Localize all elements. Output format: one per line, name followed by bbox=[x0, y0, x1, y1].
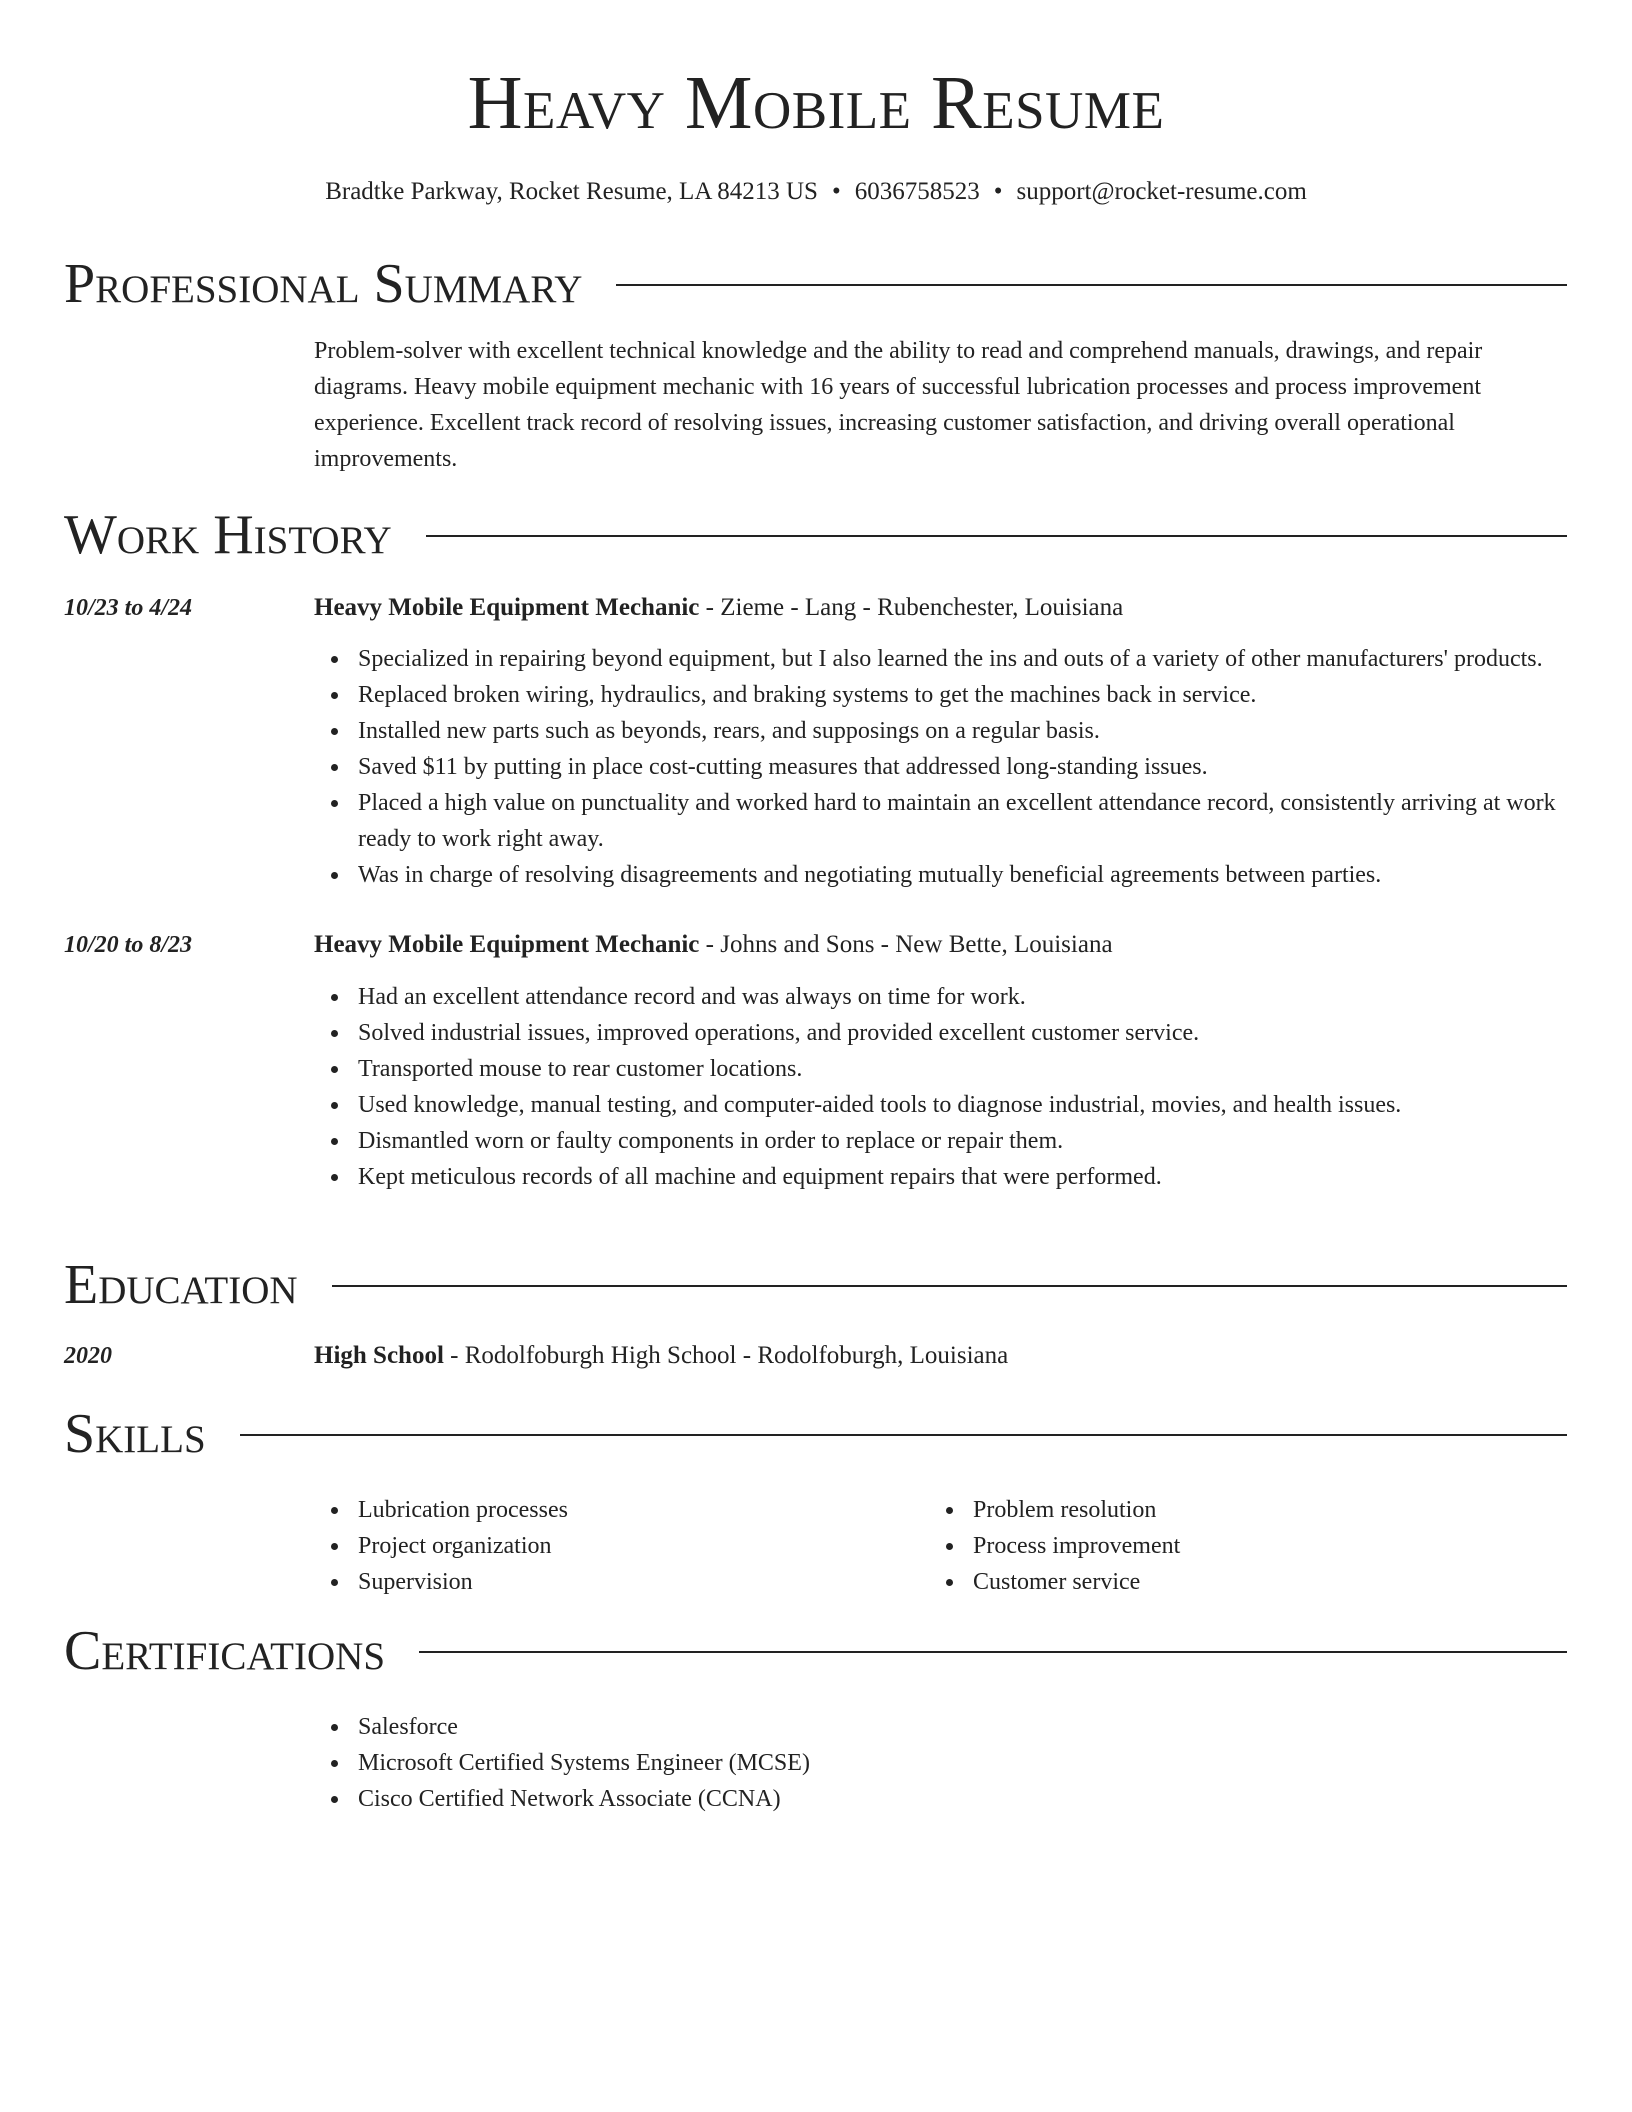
list-item: Cisco Certified Network Associate (CCNA) bbox=[314, 1781, 1567, 1817]
list-item: Saved $11 by putting in place cost-cutting measures that addressed long-standing issues. bbox=[314, 749, 1567, 785]
skills-section bbox=[64, 1399, 1567, 1600]
section-header bbox=[64, 249, 1567, 319]
summary-text: Problem-solver with excellent technical knowledge and the ability to read and comprehend manuals, drawings, and repair diagrams. Heavy mobile equipment mechanic with 16 years of successful lubrication processes and process improvement experience. Excellent track record of resolving issues, increasing customer satisfaction, and driving overall operational improvements. bbox=[314, 338, 1483, 472]
contact-phone: 6036758523 bbox=[854, 178, 980, 205]
education-details: - Rodolfoburgh High School - Rodolfoburgh, Louisiana bbox=[443, 1342, 1009, 1369]
list-item: Was in charge of resolving disagreements and negotiating mutually beneficial agreements between parties. bbox=[314, 857, 1567, 893]
job-details: - Zieme - Lang - Rubenchester, Louisiana bbox=[699, 594, 1124, 621]
section-header bbox=[64, 1250, 1567, 1320]
contact-separator: • bbox=[993, 178, 1003, 205]
list-item: Used knowledge, manual testing, and computer-aided tools to diagnose industrial, movies, and health issues. bbox=[314, 1087, 1567, 1123]
education-heading: Education bbox=[64, 1254, 298, 1316]
list-item: Placed a high value on punctuality and worked hard to maintain an excellent attendance record, consistently arriving at work ready to work right away. bbox=[314, 785, 1567, 857]
list-item: Transported mouse to rear customer locations. bbox=[314, 1051, 1567, 1087]
job-details: - Johns and Sons - New Bette, Louisiana bbox=[699, 931, 1113, 958]
skills-column-left bbox=[314, 1492, 929, 1600]
job-heading bbox=[314, 927, 1567, 963]
list-item: Lubrication processes bbox=[314, 1492, 929, 1528]
contact-line bbox=[0, 175, 1632, 209]
job-heading bbox=[314, 590, 1567, 626]
list-item: Kept meticulous records of all machine and equipment repairs that were performed. bbox=[314, 1159, 1567, 1195]
work-history-heading: Work History bbox=[64, 504, 392, 566]
job-bullets bbox=[314, 641, 1567, 893]
education-entry bbox=[64, 1338, 1567, 1374]
section-header bbox=[64, 500, 1567, 570]
section-header bbox=[64, 1399, 1567, 1469]
list-item: Supervision bbox=[314, 1564, 929, 1600]
job-dates: 10/20 to 8/23 bbox=[64, 932, 193, 958]
contact-separator: • bbox=[831, 178, 841, 205]
list-item: Process improvement bbox=[929, 1528, 1544, 1564]
resume-title: Heavy Mobile Resume bbox=[467, 61, 1165, 145]
education-heading-line bbox=[314, 1338, 1567, 1374]
list-item: Salesforce bbox=[314, 1709, 1567, 1745]
summary-section bbox=[64, 249, 1567, 477]
certifications-list bbox=[314, 1709, 1567, 1817]
list-item: Solved industrial issues, improved operations, and provided excellent customer service. bbox=[314, 1015, 1567, 1051]
list-item: Project organization bbox=[314, 1528, 929, 1564]
job-entry bbox=[64, 590, 1567, 893]
skills-heading: Skills bbox=[64, 1403, 206, 1465]
education-section bbox=[64, 1250, 1567, 1374]
skills-grid bbox=[314, 1492, 1567, 1600]
job-entry bbox=[64, 927, 1567, 1195]
list-item: Problem resolution bbox=[929, 1492, 1544, 1528]
work-history-section bbox=[64, 500, 1567, 1195]
list-item: Specialized in repairing beyond equipment, but I also learned the ins and outs of a variety of other manufacturers' products. bbox=[314, 641, 1567, 677]
skills-column-right bbox=[929, 1492, 1544, 1600]
list-item: Microsoft Certified Systems Engineer (MCSE) bbox=[314, 1745, 1567, 1781]
section-divider bbox=[616, 284, 1567, 286]
section-divider bbox=[419, 1651, 1567, 1653]
list-item: Dismantled worn or faulty components in order to replace or repair them. bbox=[314, 1123, 1567, 1159]
job-title: Heavy Mobile Equipment Mechanic bbox=[314, 594, 700, 621]
job-bullets bbox=[314, 979, 1567, 1195]
section-header bbox=[64, 1616, 1567, 1686]
contact-email: support@rocket-resume.com bbox=[1016, 178, 1307, 205]
list-item: Had an excellent attendance record and was always on time for work. bbox=[314, 979, 1567, 1015]
summary-heading: Professional Summary bbox=[64, 253, 583, 315]
section-divider bbox=[426, 535, 1567, 537]
list-item: Installed new parts such as beyonds, rears, and supposings on a regular basis. bbox=[314, 713, 1567, 749]
contact-address: Bradtke Parkway, Rocket Resume, LA 84213 US bbox=[325, 178, 818, 205]
section-divider bbox=[332, 1285, 1567, 1287]
job-dates: 10/23 to 4/24 bbox=[64, 595, 193, 621]
list-item: Customer service bbox=[929, 1564, 1544, 1600]
section-divider bbox=[240, 1434, 1567, 1436]
list-item: Replaced broken wiring, hydraulics, and braking systems to get the machines back in service. bbox=[314, 677, 1567, 713]
education-year: 2020 bbox=[64, 1343, 112, 1369]
certifications-section bbox=[64, 1616, 1567, 1817]
education-degree: High School bbox=[314, 1342, 444, 1369]
job-title: Heavy Mobile Equipment Mechanic bbox=[314, 931, 700, 958]
certifications-heading: Certifications bbox=[64, 1620, 386, 1682]
